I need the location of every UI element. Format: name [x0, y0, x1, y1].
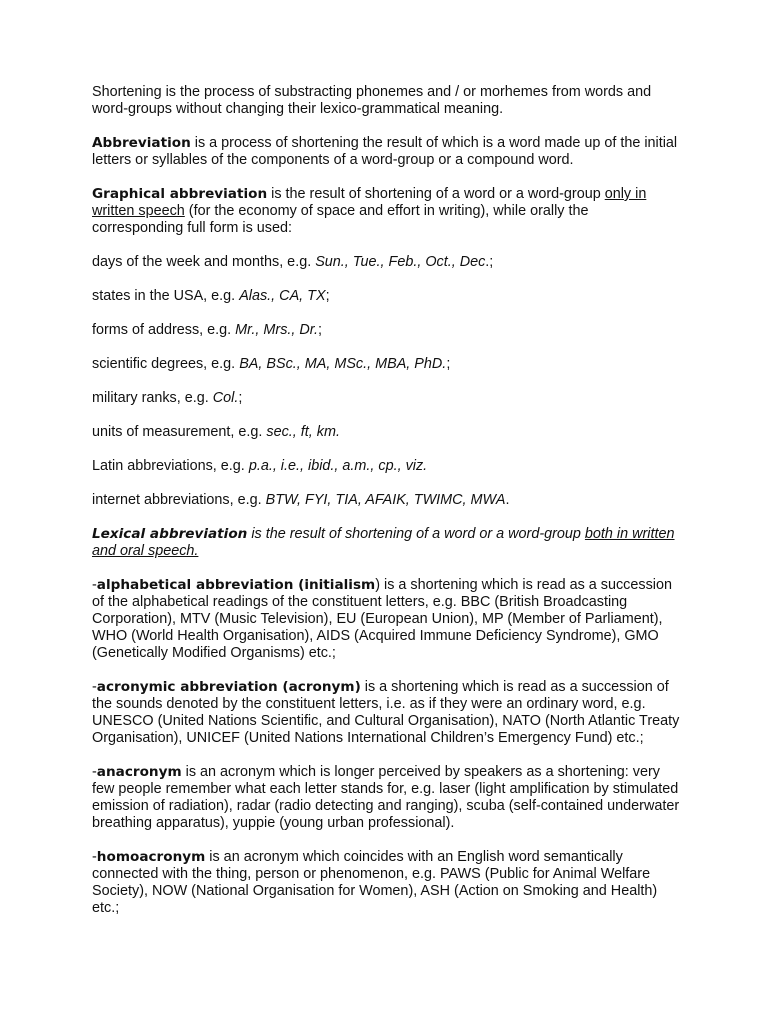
- paragraph-initialism: [92, 577, 682, 662]
- example-items: Col.: [212, 390, 239, 406]
- paragraph-shortening-definition: [92, 84, 682, 118]
- example-days-months: [92, 254, 682, 271]
- example-tail: .;: [485, 254, 494, 270]
- example-label: internet abbreviations, e.g.: [92, 492, 266, 508]
- example-items: p.a., i.e., ibid., a.m., cp., viz.: [248, 458, 428, 474]
- homoacronym-term: homoacronym: [96, 849, 206, 865]
- abbreviation-definition-text: is a process of shortening the result of which is a word made up of the initial letters or syllables of the components of a word-group or a compound word.: [92, 135, 678, 168]
- example-tail: ;: [446, 356, 451, 372]
- example-internet-abbreviations: [92, 492, 682, 509]
- type-dash: -: [92, 849, 97, 865]
- paragraph-anacronym: [92, 764, 682, 832]
- example-items: Sun., Tue., Feb., Oct., Dec: [315, 254, 486, 270]
- graphical-abbreviation-text-1: is the result of shortening of a word or a word-group: [267, 186, 605, 202]
- lexical-abbreviation-term: Lexical abbreviation: [92, 526, 248, 542]
- type-dash: -: [92, 679, 97, 695]
- example-military-ranks: [92, 390, 682, 407]
- paragraph-homoacronym: [92, 849, 682, 917]
- graphical-abbreviation-term: Graphical abbreviation: [92, 186, 268, 202]
- lexical-abbreviation-underlined: both in written and oral speech.: [92, 526, 675, 559]
- paragraph-graphical-abbreviation: [92, 186, 682, 237]
- anacronym-text: is an acronym which is longer perceived by speakers as a shortening: very few people remember what each letter stands for, e.g. laser (light amplification by stimulated emission of radiation), radar (radio detecting and ranging), scuba (self-contained underwater breathing apparatus), yuppie (young urban professional).: [92, 764, 680, 831]
- graphical-abbreviation-underlined: only in written speech: [92, 186, 647, 219]
- initialism-term: alphabetical abbreviation (initialism: [96, 577, 376, 593]
- paragraph-acronym: [92, 679, 682, 747]
- homoacronym-text: is an acronym which coincides with an English word semantically connected with the thing, person or phenomenon, e.g. PAWS (Public for Animal Welfare Society), NOW (National Organisation for Women), ASH (Action on Smoking and Health) etc.;: [92, 849, 658, 916]
- lexical-abbreviation-text: is the result of shortening of a word or a word-group: [247, 526, 585, 542]
- shortening-definition-text: Shortening is the process of substracting phonemes and / or morhemes from words and word-groups without changing their lexico-grammatical meaning.: [92, 84, 652, 117]
- graphical-abbreviation-text-2: (for the economy of space and effort in writing), while orally the corresponding full form is used:: [92, 203, 589, 236]
- example-label: states in the USA, e.g.: [92, 288, 240, 304]
- abbreviation-term: Abbreviation: [92, 135, 191, 151]
- initialism-text: ) is a shortening which is read as a succession of the alphabetical readings of the constituent letters, e.g. BBC (British Broadcasting Corporation), MTV (Music Television), EU (European Union), MP (Member of Parliament), WHO (World Health Organisation), AIDS (Acquired Immune Deficiency Syndrome), GMO (Genetically Modified Organisms) etc.;: [92, 577, 672, 661]
- acronym-term: acronymic abbreviation (acronym): [96, 679, 361, 695]
- example-label: forms of address, e.g.: [92, 322, 236, 338]
- example-label: scientific degrees, e.g.: [92, 356, 240, 372]
- anacronym-term: anacronym: [96, 764, 182, 780]
- example-tail: .: [505, 492, 510, 508]
- example-forms-of-address: [92, 322, 682, 339]
- example-label: military ranks, e.g.: [92, 390, 213, 406]
- example-label: days of the week and months, e.g.: [92, 254, 316, 270]
- example-latin-abbreviations: [92, 458, 682, 475]
- type-dash: -: [92, 764, 97, 780]
- acronym-text: is a shortening which is read as a succession of the sounds denoted by the constituent letters, i.e. as if they were an ordinary word, e.g. UNESCO (United Nations Scientific, and Cultural Organisation), NATO (North Atlantic Treaty Organisation), UNICEF (United Nations International Children’s Emergency Fund) etc.;: [92, 679, 680, 746]
- document-page: [92, 84, 682, 934]
- example-scientific-degrees: [92, 356, 682, 373]
- example-items: sec., ft, km.: [266, 424, 340, 440]
- paragraph-lexical-abbreviation: [92, 526, 682, 560]
- example-items: BA, BSc., MA, MSc., MBA, PhD.: [239, 356, 447, 372]
- example-usa-states: [92, 288, 682, 305]
- type-dash: -: [92, 577, 97, 593]
- example-label: Latin abbreviations, e.g.: [92, 458, 249, 474]
- example-items: Alas., CA, TX: [239, 288, 326, 304]
- example-items: BTW, FYI, TIA, AFAIK, TWIMC, MWA: [265, 492, 506, 508]
- example-items: Mr., Mrs., Dr.: [235, 322, 319, 338]
- example-tail: ;: [318, 322, 323, 338]
- example-tail: ;: [238, 390, 243, 406]
- example-tail: ;: [325, 288, 330, 304]
- example-units-of-measurement: [92, 424, 682, 441]
- paragraph-abbreviation-definition: [92, 135, 682, 169]
- example-label: units of measurement, e.g.: [92, 424, 267, 440]
